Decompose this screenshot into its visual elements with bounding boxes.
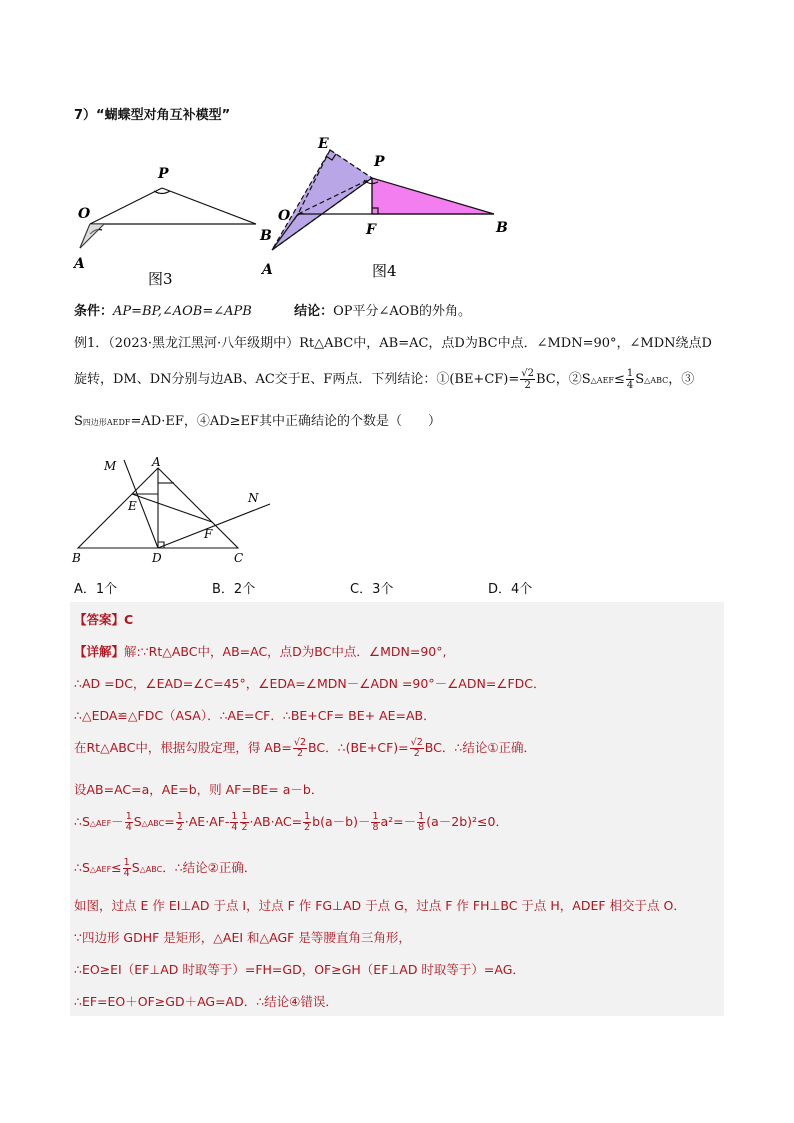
answer-line — [74, 610, 133, 630]
condition-label: 条件： — [74, 304, 114, 319]
example-line-2: 旋转，DM、DN分别与边AB、AC交于E、F两点．下列结论：①(BE+CF)= $\frac{√2}{2}$ BC，②S△AEF≤ $\frac{1}{4}$ S△ABC，③ — [74, 368, 695, 391]
detail-line-5: 设AB=AC=a，AE=b，则 AF=BE= a－b． — [74, 782, 324, 797]
fig4-label-e: E — [318, 136, 329, 152]
detail-line-2: ∴AD =DC，∠EAD=∠C=45°，∠EDA=∠MDN－∠ADN =90°－∠ADN=∠FDC． — [74, 676, 546, 691]
fig4-caption: 图4 — [372, 262, 397, 280]
fig5-label-n: N — [248, 491, 259, 505]
figure-5 — [70, 452, 280, 570]
option-c[interactable]: C．3个 — [350, 582, 394, 597]
frac-1-over-4: $\frac{1}{4}$ — [626, 368, 634, 391]
fig5-label-m: M — [104, 459, 117, 473]
fig5-label-f: F — [204, 527, 213, 541]
fig3-label-b: B — [260, 228, 272, 244]
answer-tag: 【答案】 — [74, 612, 125, 627]
fig4-label-o: O — [278, 208, 291, 224]
fig5-label-a: A — [152, 455, 161, 469]
detail-line-4: 在Rt△ABC中，根据勾股定理，得 AB= $\frac{√2}{2}$ BC．∴(BE+CF)= $\frac{√2}{2}$ BC．∴结论①正确． — [74, 737, 537, 759]
detail-line-3: ∴△EDA≌△FDC（ASA）．∴AE=CF．∴BE+CF= BE+ AE=AB． — [74, 708, 436, 723]
option-d[interactable]: D．4个 — [488, 582, 533, 597]
detail-line-7: ∴S△AEF≤ $\frac{1}{4}$ S△ABC．∴结论②正确． — [74, 857, 257, 879]
detail-tag: 【详解】 — [74, 644, 125, 659]
fig3-label-a: A — [74, 256, 85, 272]
condition-text: AP=BP,∠AOB=∠APB — [113, 304, 252, 319]
fig5-label-d: D — [152, 551, 162, 565]
fig5-label-b: B — [72, 551, 81, 565]
fig3-label-o: O — [78, 206, 91, 222]
fig4-label-f: F — [366, 222, 376, 238]
fig5-label-e: E — [128, 499, 137, 513]
conclusion-label: 结论： — [294, 304, 334, 319]
answer-options — [74, 578, 714, 597]
answer-value: C — [124, 612, 134, 627]
condition-line — [74, 302, 471, 322]
example-line-1: 例1．（2023·黑龙江黑河·八年级期中）Rt△ABC中，AB=AC，点D为BC中点．∠MDN=90°，∠MDN绕点D — [74, 336, 712, 351]
fig3-caption: 图3 — [148, 270, 173, 288]
fig4-label-p: P — [374, 154, 385, 170]
detail-line-11: ∴EF=EO＋OF≥GD＋AG=AD．∴结论④错误． — [74, 994, 338, 1009]
conclusion-text: OP平分∠AOB的外角。 — [333, 304, 472, 319]
figure-4 — [258, 132, 518, 290]
fig5-label-c: C — [234, 551, 244, 565]
option-b[interactable]: B．2个 — [212, 582, 256, 597]
option-a[interactable]: A．1个 — [74, 582, 118, 597]
detail-line-1: 【详解】解:∵Rt△ABC中，AB=AC，点D为BC中点．∠MDN=90°, — [74, 644, 447, 659]
frac-sqrt2-over-2: $\frac{√2}{2}$ — [521, 368, 534, 391]
fig4-label-a: A — [262, 262, 273, 278]
fig4-label-b: B — [496, 220, 508, 236]
detail-line-8: 如图，过点 E 作 EI⊥AD 于点 I，过点 F 作 FG⊥AD 于点 G，过点 F 作 FH⊥BC 于点 H，ADEF 相交于点 O． — [74, 898, 686, 913]
fig3-label-p: P — [158, 166, 169, 182]
detail-line-6: ∴S△AEF－ $\frac{1}{4}$ S△ABC= $\frac{1}{2}$ ·AE·AF- $\frac{1}{4}$ $\frac{1}{2}$ ·AB·AC= $\frac{1}{2}$ b(a－b)－ $\frac{1}{8}$ a²=－ $\frac{1}{8}$ (a－2b)²≤0． — [74, 811, 508, 833]
detail-line-9: ∵四边形 GDHF 是矩形，△AEI 和△AGF 是等腰直角三角形， — [74, 930, 411, 945]
section-heading: 7）“蝴蝶型对角互补模型” — [74, 108, 231, 123]
example-line-3: S四边形AEDF=AD·EF，④AD≥EF其中正确结论的个数是（ ） — [74, 414, 442, 429]
figure-3 — [70, 150, 270, 290]
answer-panel — [70, 602, 724, 1016]
detail-line-10: ∴EO≥EI（EF⊥AD 时取等于）=FH=GD，OF≥GH（EF⊥AD 时取等于）=AG． — [74, 962, 525, 977]
